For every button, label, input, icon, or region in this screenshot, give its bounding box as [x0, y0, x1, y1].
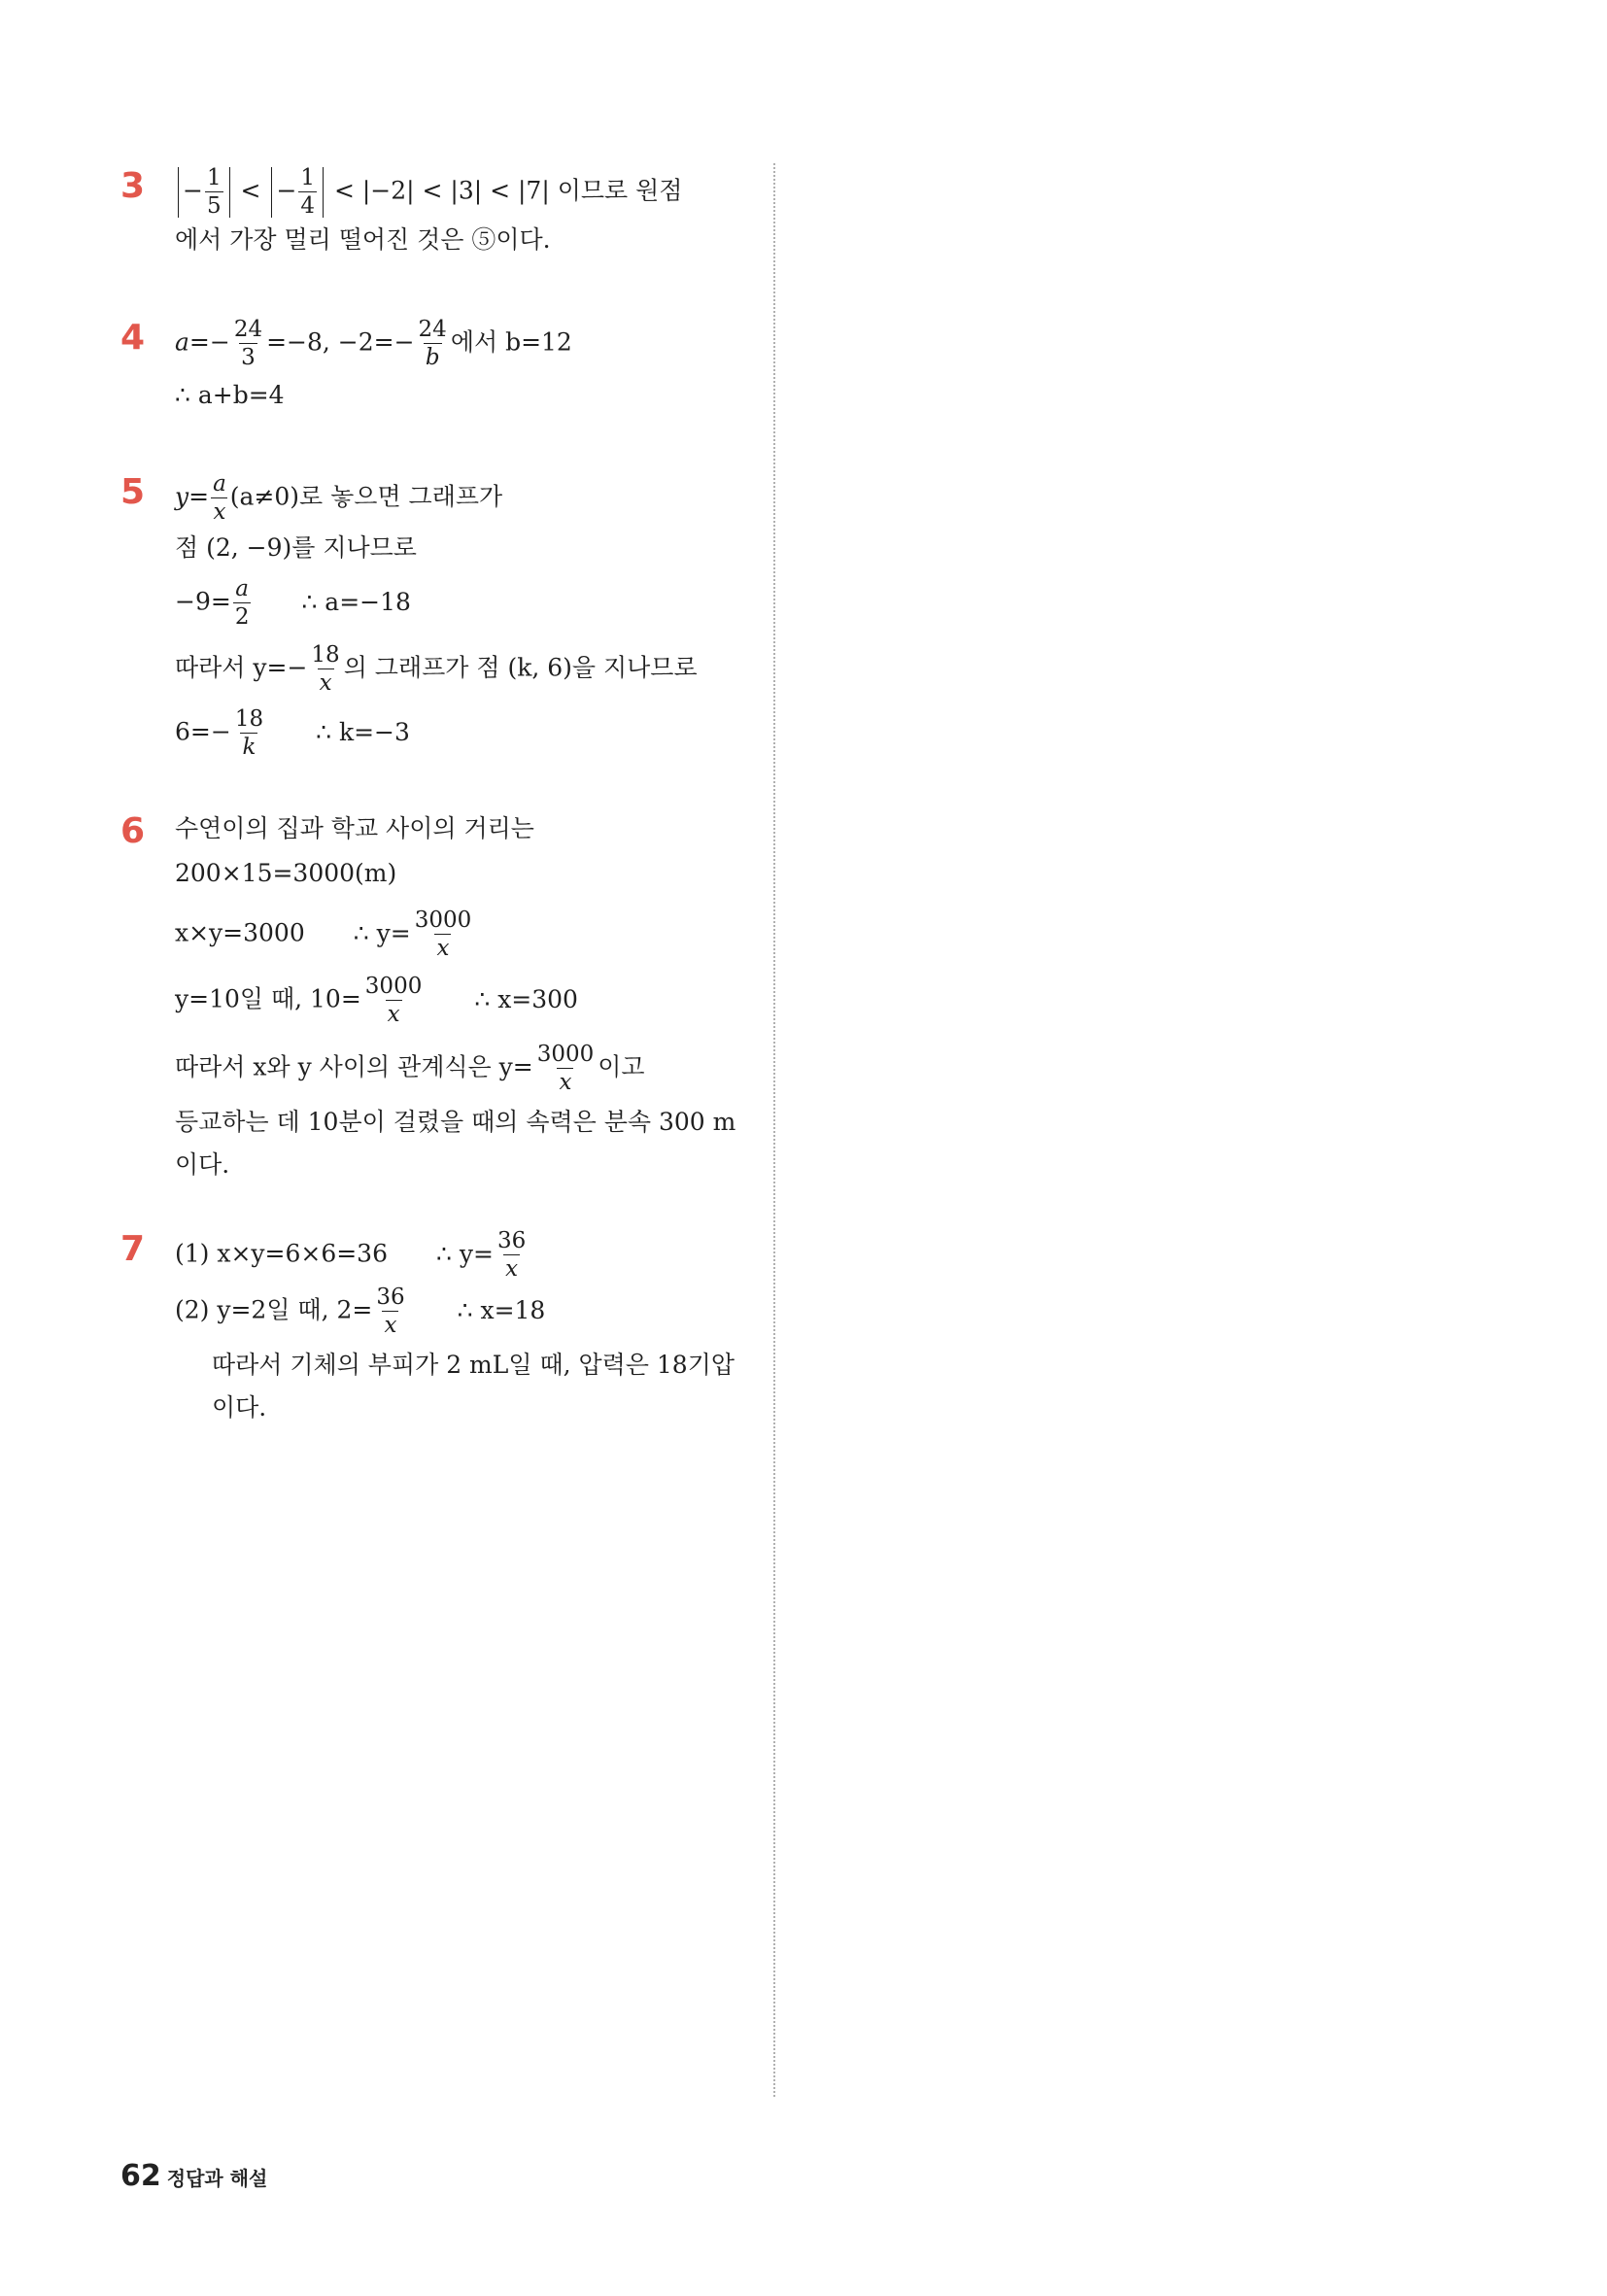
problem-number: 6 [120, 811, 146, 851]
fraction-numerator: 36 [376, 1285, 405, 1310]
problem-number: 5 [120, 472, 146, 512]
problem-6-line-3 [175, 909, 475, 960]
problem-6-line-5 [175, 1044, 645, 1094]
fraction-denominator: x [213, 499, 226, 525]
page-footer [120, 2159, 267, 2193]
equation-part: 의 그래프가 점 (k, 6)을 지나므로 [343, 653, 698, 682]
page-number: 62 [120, 2159, 161, 2193]
fraction [233, 708, 265, 759]
problem-7-line-3: 따라서 기체의 부피가 2 mL일 때, 압력은 18기압 [212, 1351, 735, 1379]
absolute-value-2: − $\frac{1}{4}$ [271, 167, 324, 218]
fraction-denominator: x [319, 670, 332, 696]
fraction-numerator: a [213, 471, 226, 497]
equation-part: ∴ y= [436, 1239, 494, 1268]
problem-5-line-2: 점 (2, −9)를 지나므로 [175, 533, 417, 562]
fraction [413, 909, 474, 960]
fraction [535, 1044, 597, 1094]
fraction-numerator: 24 [418, 317, 447, 342]
problem-number: 3 [120, 166, 146, 206]
fraction [205, 167, 223, 218]
fraction-numerator: 18 [311, 642, 340, 668]
column-divider [773, 163, 775, 2097]
equation-part: ∴ a=−18 [301, 587, 411, 616]
equation-part: 따라서 y=− [175, 653, 308, 682]
problem-6-line-4 [175, 976, 578, 1026]
problem-5-line-1 [175, 473, 502, 524]
fraction-numerator: 1 [206, 165, 222, 190]
fraction-numerator: 3000 [536, 1042, 595, 1067]
fraction-denominator: 5 [206, 193, 222, 219]
fraction-denominator: x [384, 1313, 397, 1338]
problem-5-line-5 [175, 708, 410, 759]
problem-number: 4 [120, 318, 146, 358]
equation-part: ∴ x=300 [474, 984, 578, 1013]
equation-part: −9= [175, 587, 231, 616]
equation-part: (a≠0)로 놓으면 그래프가 [229, 482, 503, 511]
equation-part: 따라서 x와 y 사이의 관계식은 y= [175, 1052, 533, 1081]
fraction [211, 473, 228, 524]
problem-7-line-4: 이다. [212, 1393, 267, 1422]
problem-7-line-2 [175, 1286, 545, 1337]
footer-label: 정답과 해설 [166, 2167, 268, 2190]
fraction [309, 644, 341, 695]
inequality-rest: < |−2| < |3| < |7| 이므로 원점 [333, 176, 683, 205]
fraction-numerator: 1 [300, 165, 316, 190]
equation-part: =−8, −2=− [266, 327, 415, 357]
fraction-numerator: 24 [233, 317, 263, 342]
absolute-value-1: − $\frac{1}{5}$ [178, 167, 230, 218]
problem-3-line-2: 에서 가장 멀리 떨어진 것은 ⑤이다. [175, 225, 551, 254]
fraction [298, 167, 317, 218]
problem-6-line-6: 등교하는 데 10분이 걸렸을 때의 속력은 분속 300 m [175, 1108, 736, 1136]
fraction-denominator: k [242, 735, 256, 760]
equation-part: (1) x×y=6×6=36 [175, 1239, 388, 1268]
equation-part: 이고 [598, 1052, 645, 1081]
problem-7-line-1 [175, 1230, 530, 1281]
equation-part: ∴ y= [353, 918, 411, 947]
fraction-denominator: b [425, 345, 440, 370]
fraction-numerator: 3000 [364, 974, 423, 999]
problem-5-line-4 [175, 644, 698, 695]
equation-part: a=− [175, 327, 230, 357]
equation-part: (2) y=2일 때, 2= [175, 1295, 373, 1324]
problem-number: 7 [120, 1229, 146, 1269]
fraction [232, 319, 264, 369]
equation-part: 6=− [175, 717, 231, 746]
fraction-denominator: 3 [241, 345, 256, 370]
problem-4-line-2: ∴ a+b=4 [175, 381, 285, 409]
equation-part: ∴ k=−3 [316, 717, 410, 746]
fraction-numerator: 36 [496, 1228, 527, 1253]
equation-part: 에서 b=12 [450, 327, 572, 357]
fraction-denominator: x [505, 1256, 519, 1282]
fraction [233, 578, 252, 629]
fraction [374, 1286, 406, 1337]
fraction-denominator: 2 [234, 604, 250, 630]
problem-3-line-1: − $\frac{1}{5}$ < − $\frac{1}{4}$ < |−2| < |3| < |7| 이므로 원점 [175, 167, 682, 218]
fraction [363, 976, 425, 1026]
problem-4-line-1 [175, 319, 572, 369]
equation-part: ∴ x=18 [457, 1295, 546, 1324]
equation-part: y= [175, 482, 210, 511]
equation-part: y=10일 때, 10= [175, 984, 361, 1013]
fraction-numerator: 18 [234, 706, 264, 732]
fraction-denominator: x [559, 1070, 572, 1095]
problem-6-line-2: 200×15=3000(m) [175, 859, 397, 887]
problem-6-line-7: 이다. [175, 1150, 230, 1179]
equation-part: x×y=3000 [175, 918, 305, 947]
fraction-numerator: 3000 [414, 908, 472, 933]
problem-6-line-1: 수연이의 집과 학교 사이의 거리는 [175, 814, 534, 842]
fraction-numerator: a [235, 576, 249, 601]
fraction [496, 1230, 528, 1281]
fraction [417, 319, 449, 369]
fraction-denominator: x [387, 1002, 400, 1027]
fraction-denominator: 4 [300, 193, 316, 219]
fraction-denominator: x [436, 936, 450, 961]
problem-5-line-3 [175, 578, 411, 629]
